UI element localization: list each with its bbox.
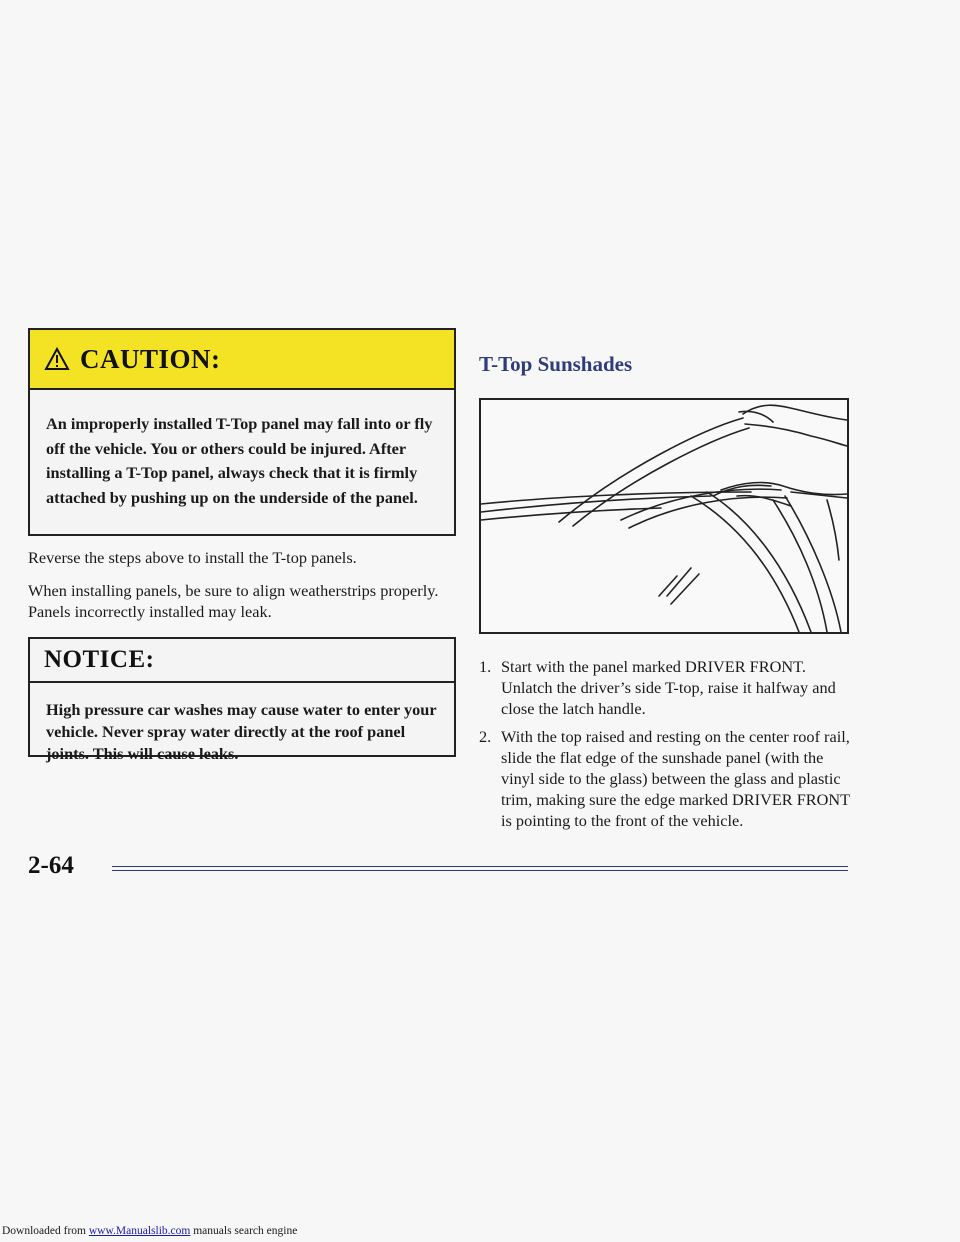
- caution-text: An improperly installed T-Top panel may fall into or fly off the vehicle. You or others could be injured. After installing a T-Top panel, always check that it is firmly attached by pushing up on the underside of the panel.: [46, 414, 433, 507]
- caution-box: [28, 328, 456, 536]
- page-number: 2-64: [28, 852, 74, 879]
- warning-triangle-icon: [44, 347, 70, 371]
- list-item: [479, 726, 859, 831]
- footer-suffix: manuals search engine: [190, 1225, 298, 1237]
- footer-prefix: Downloaded from: [2, 1225, 89, 1237]
- download-footer: [2, 1225, 297, 1237]
- install-paragraph: Reverse the steps above to install the T-top panels.: [28, 548, 357, 567]
- caution-header: [30, 330, 454, 390]
- steps-list: [479, 656, 859, 838]
- step-number: 1.: [479, 657, 492, 676]
- notice-text: High pressure car washes may cause water to enter your vehicle. Never spray water directly at the roof panel joints. This will cause leaks.: [46, 700, 437, 763]
- notice-title: NOTICE:: [44, 646, 155, 673]
- step-number: 2.: [479, 727, 492, 746]
- manualslib-link[interactable]: www.Manualslib.com: [88, 1225, 191, 1237]
- page-rule: [112, 866, 848, 871]
- sunshade-drawing: [481, 400, 847, 632]
- caution-title: CAUTION:: [80, 343, 221, 374]
- weatherstrip-paragraph: When installing panels, be sure to align weatherstrips properly. Panels incorrectly installed may leak.: [28, 581, 439, 621]
- section-title: T-Top Sunshades: [479, 352, 633, 376]
- step-text: Start with the panel marked DRIVER FRONT. Unlatch the driver’s side T-top, raise it halfway and close the latch handle.: [501, 657, 836, 718]
- notice-box: [28, 637, 456, 763]
- sunshade-illustration: [479, 398, 849, 634]
- notice-header: [30, 639, 454, 683]
- list-item: [479, 656, 859, 719]
- step-text: With the top raised and resting on the center roof rail, slide the flat edge of the sunshade panel (with the vinyl side to the glass) between the glass and plastic trim, making sure the edge marked DRIVER FRONT is pointing to the front of the vehicle.: [501, 727, 850, 830]
